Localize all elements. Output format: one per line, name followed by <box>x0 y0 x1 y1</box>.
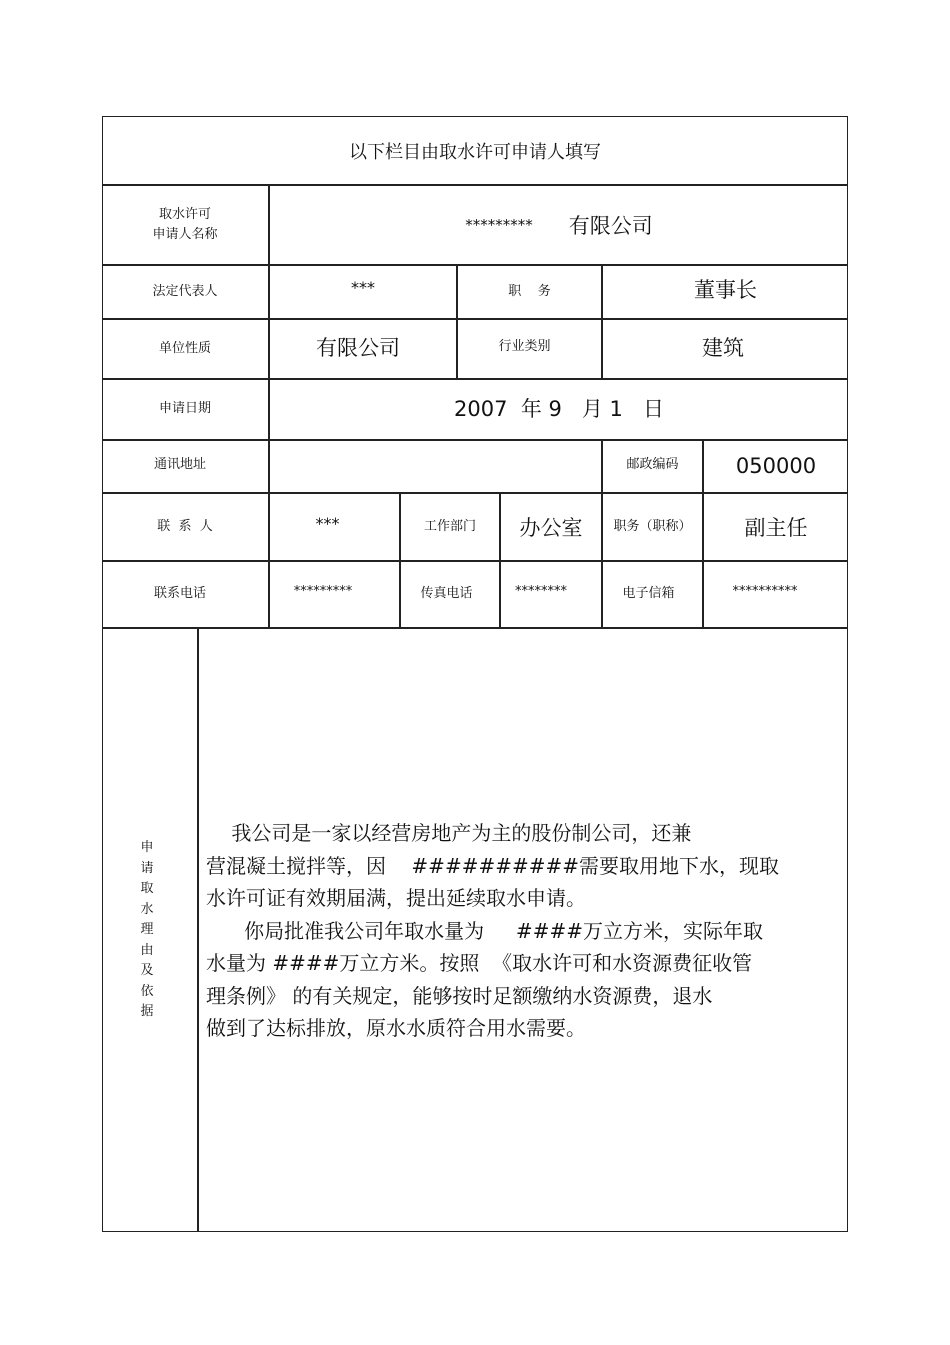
reason-paragraph-line: 水许可证有效期届满，提出延续取水申请。 <box>206 886 586 910</box>
reason-label-char: 水 <box>140 901 154 917</box>
phone-value: ********* <box>293 584 353 599</box>
position-value: 董事长 <box>694 278 757 302</box>
reason-paragraph-line: 营混凝土搅拌等，因 ##########需要取用地下水，现取 <box>206 853 780 878</box>
reason-label <box>135 838 159 1023</box>
reason-label-char: 申 <box>140 840 154 855</box>
form-title: 以下栏目由取水许可申请人填写 <box>349 141 601 163</box>
reason-label-char: 据 <box>140 1004 154 1019</box>
reason-label-char: 取 <box>140 881 154 896</box>
job-title-label: 职务（职称） <box>613 518 692 534</box>
department-label: 工作部门 <box>423 518 476 534</box>
reason-label-char: 由 <box>140 942 154 958</box>
unit-nature-value: 有限公司 <box>316 335 400 360</box>
position-label: 职 务 <box>508 283 551 299</box>
job-title-value: 副主任 <box>744 515 808 540</box>
date-label: 申请日期 <box>158 401 211 416</box>
contact-value: *** <box>315 513 340 533</box>
reason-paragraph-line: 水量为 ####万立方米。按照 《取水许可和水资源费征收管 <box>206 951 753 975</box>
applicant-name-stars: ********* <box>465 215 533 234</box>
reason-paragraph-line: 理条例》 的有关规定，能够按时足额缴纳水资源费，退水 <box>206 983 713 1008</box>
department-value: 办公室 <box>519 515 583 540</box>
email-label: 电子信箱 <box>622 586 675 601</box>
applicant-name-value <box>270 185 848 264</box>
phone-label: 联系电话 <box>153 586 206 601</box>
applicant-label-line1: 取水许可 <box>158 206 211 222</box>
legal-rep-value: *** <box>351 277 375 297</box>
contact-label: 联 系 人 <box>157 518 213 534</box>
applicant-name-label <box>102 185 268 264</box>
address-label: 通讯地址 <box>153 457 206 472</box>
applicant-name-suffix: 有限公司 <box>568 213 653 238</box>
postal-code-value: 050000 <box>735 454 817 478</box>
email-value: ********** <box>732 584 798 599</box>
col-divider <box>197 627 199 1232</box>
fax-value: ******** <box>515 584 567 599</box>
row-divider <box>102 627 848 629</box>
industry-value: 建筑 <box>702 335 744 360</box>
reason-paragraph-line: 做到了达标排放，原水水质符合用水需要。 <box>206 1016 586 1040</box>
legal-rep-label: 法定代表人 <box>152 283 218 299</box>
reason-text <box>206 817 826 1045</box>
reason-paragraph-line: 你局批准我公司年取水量为 ####万立方米，实际年取 <box>206 918 763 943</box>
reason-label-char: 依 <box>140 983 154 999</box>
unit-nature-label: 单位性质 <box>158 340 211 356</box>
postal-code-label: 邮政编码 <box>626 457 679 472</box>
reason-paragraph-line: 我公司是一家以经营房地产为主的股份制公司，还兼 <box>206 821 692 845</box>
reason-label-char: 请 <box>140 860 154 876</box>
industry-label: 行业类别 <box>498 338 551 354</box>
reason-label-char: 理 <box>140 922 154 937</box>
fax-label: 传真电话 <box>420 586 473 601</box>
reason-label-char: 及 <box>140 963 154 978</box>
date-value: 2007 年 9 月 1 日 <box>454 397 664 421</box>
address-value <box>270 440 601 492</box>
applicant-label-line2: 申请人名称 <box>152 226 218 242</box>
